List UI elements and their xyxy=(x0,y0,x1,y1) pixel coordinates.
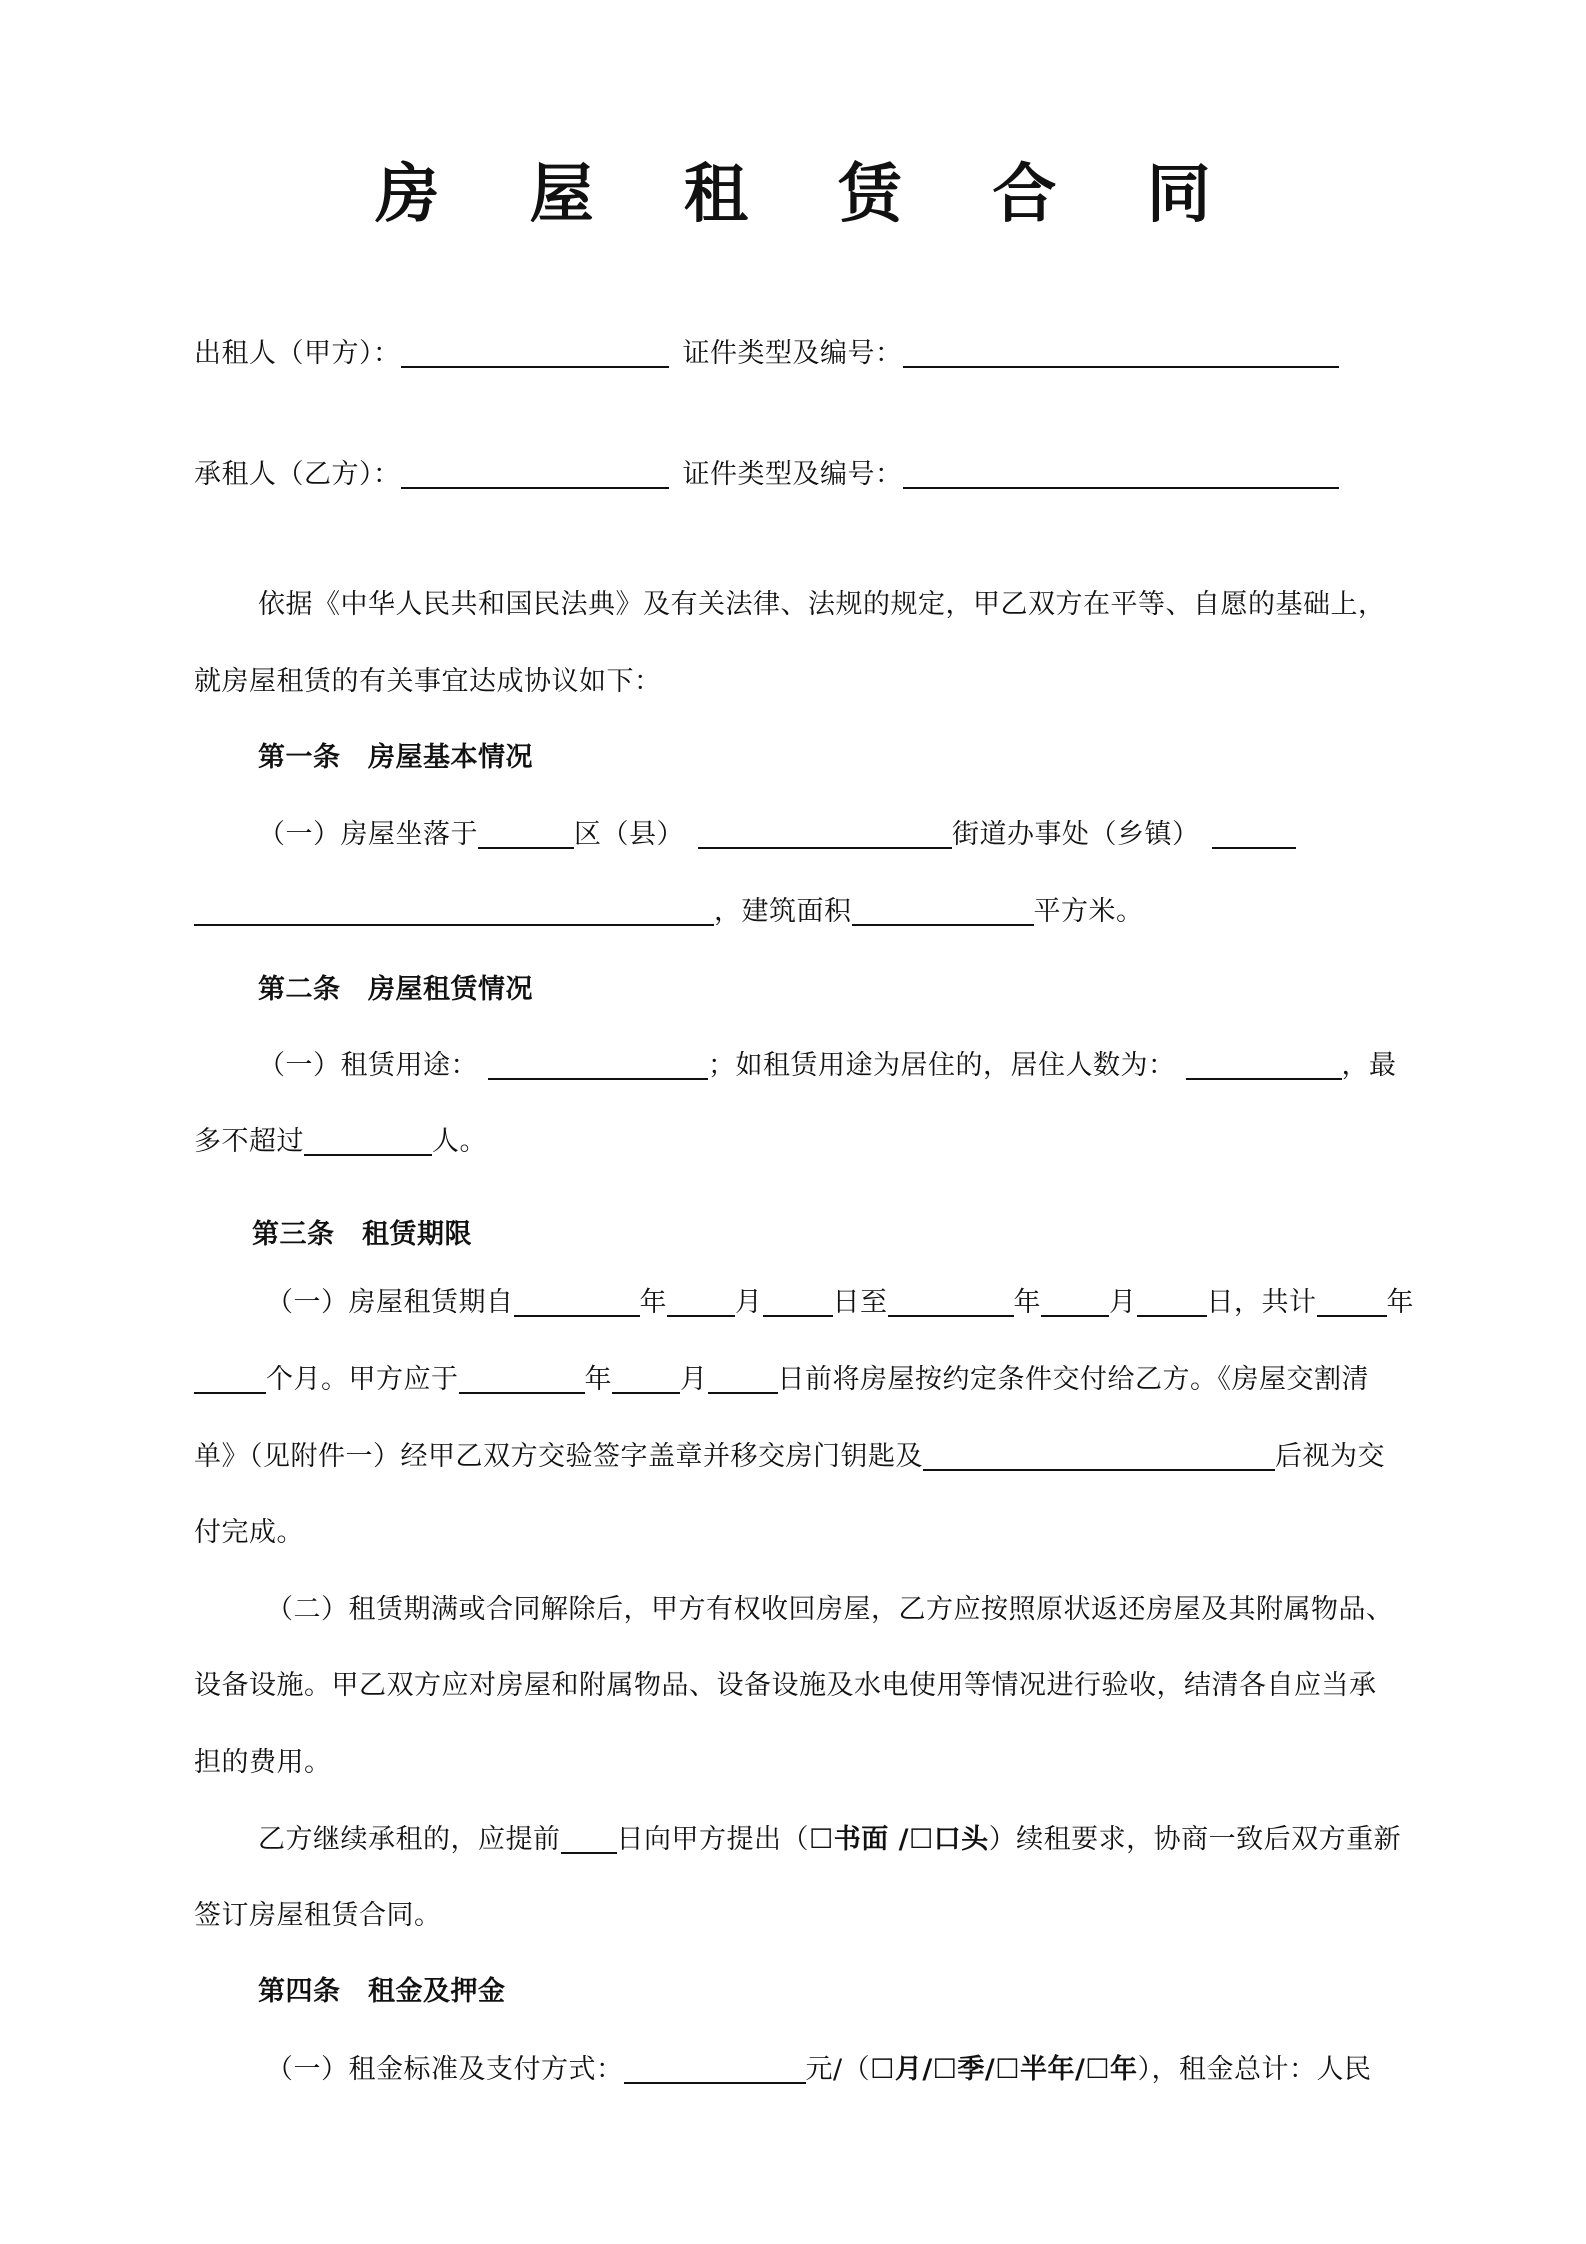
text: 月 xyxy=(735,1287,763,1318)
end-month-field[interactable] xyxy=(1041,1283,1109,1317)
article-3-line-4: 付完成。 xyxy=(194,1517,304,1548)
article-1-line-1 xyxy=(258,815,1296,855)
intro-line-2: 就房屋租赁的有关事宜达成协议如下： xyxy=(194,666,662,697)
page-title: 房 屋 租 赁 合 同 xyxy=(375,158,1245,232)
district-field[interactable] xyxy=(478,815,574,849)
article-2-heading: 第二条 房屋租赁情况 xyxy=(258,974,533,1005)
delivery-day-field[interactable] xyxy=(708,1360,778,1394)
text: 年 xyxy=(639,1287,667,1318)
town-field[interactable] xyxy=(1212,815,1296,849)
text: 乙方继续承租的，应提前 xyxy=(258,1824,561,1855)
text: 日至 xyxy=(832,1287,888,1318)
start-day-field[interactable] xyxy=(763,1283,833,1317)
area-field[interactable] xyxy=(852,892,1034,926)
written-checkbox[interactable]: ☐书面 / xyxy=(809,1824,909,1855)
occupants-field[interactable] xyxy=(1186,1046,1342,1080)
lessor-label: 出租人（甲方）： xyxy=(194,338,401,369)
text: 区（县） xyxy=(574,819,684,850)
text: 平方米。 xyxy=(1033,896,1144,927)
text: ；如租赁用途为居住的，居住人数为： xyxy=(708,1050,1176,1081)
lessor-id-label: 证件类型及编号： xyxy=(682,338,903,369)
text: （一）租金标准及支付方式： xyxy=(266,2054,624,2085)
text: 日，共计 xyxy=(1206,1287,1317,1318)
usage-field[interactable] xyxy=(488,1046,708,1080)
text: 后视为交 xyxy=(1275,1441,1385,1472)
start-month-field[interactable] xyxy=(667,1283,735,1317)
text: 日向甲方提出（ xyxy=(616,1824,809,1855)
total-years-field[interactable] xyxy=(1317,1283,1387,1317)
lessor-id-field[interactable] xyxy=(903,334,1339,368)
rent-amount-field[interactable] xyxy=(624,2050,806,2084)
article-3-heading: 第三条 租赁期限 xyxy=(252,1219,472,1250)
max-occupants-field[interactable] xyxy=(304,1122,432,1156)
text: 人。 xyxy=(432,1126,487,1157)
lessee-name-field[interactable] xyxy=(401,455,669,489)
text: 多不超过 xyxy=(194,1126,304,1157)
article-3-line-2 xyxy=(194,1360,1369,1400)
text: （一）租赁用途： xyxy=(258,1050,478,1081)
article-3-renewal-line-2: 签订房屋租赁合同。 xyxy=(194,1900,442,1931)
article-3-para-2-line-2: 设备设施。甲乙双方应对房屋和附属物品、设备设施及水电使用等情况进行验收，结清各自应当承 xyxy=(194,1670,1377,1701)
article-4-heading: 第四条 租金及押金 xyxy=(258,1976,506,2007)
text: 年 xyxy=(1013,1287,1041,1318)
start-year-field[interactable] xyxy=(514,1283,640,1317)
text: ），租金总计：人民 xyxy=(1137,2054,1372,2085)
article-3-line-3 xyxy=(194,1437,1385,1477)
text: 年 xyxy=(584,1364,612,1395)
lessee-id-field[interactable] xyxy=(903,455,1339,489)
lessee-label: 承租人（乙方）： xyxy=(194,459,401,490)
end-day-field[interactable] xyxy=(1137,1283,1207,1317)
renewal-days-field[interactable] xyxy=(561,1820,617,1854)
text: （一）房屋坐落于 xyxy=(258,819,478,850)
text: ，建筑面积 xyxy=(714,896,852,927)
text: ）续租要求，协商一致后双方重新 xyxy=(988,1824,1402,1855)
lessee-row xyxy=(194,455,1339,495)
article-4-line-1 xyxy=(266,2050,1372,2090)
text: 街道办事处（乡镇） xyxy=(952,819,1200,850)
oral-checkbox[interactable]: ☐口头 xyxy=(908,1824,989,1855)
article-1-line-2 xyxy=(194,892,1144,932)
end-year-field[interactable] xyxy=(888,1283,1014,1317)
street-field[interactable] xyxy=(698,815,952,849)
article-3-renewal-line-1 xyxy=(258,1820,1401,1860)
total-months-field[interactable] xyxy=(194,1360,266,1394)
lessor-name-field[interactable] xyxy=(401,334,669,368)
article-3-para-2-line-3: 担的费用。 xyxy=(194,1747,332,1778)
article-2-line-1 xyxy=(258,1046,1397,1086)
article-2-line-2 xyxy=(194,1122,487,1162)
payment-period-checkboxes[interactable]: ☐月/☐季/☐半年/☐年 xyxy=(870,2054,1138,2085)
text: 单》（见附件一）经甲乙双方交验签字盖章并移交房门钥匙及 xyxy=(194,1441,923,1472)
article-3-para-2-line-1: （二）租赁期满或合同解除后，甲方有权收回房屋，乙方应按照原状返还房屋及其附属物品、 xyxy=(266,1594,1394,1625)
text: 个月。甲方应于 xyxy=(266,1364,459,1395)
lessee-id-label: 证件类型及编号： xyxy=(682,459,903,490)
article-1-heading: 第一条 房屋基本情况 xyxy=(258,742,533,773)
text: 年 xyxy=(1386,1287,1414,1318)
address-field[interactable] xyxy=(194,892,714,926)
delivery-year-field[interactable] xyxy=(459,1360,585,1394)
text: 月 xyxy=(1109,1287,1137,1318)
text: ，最 xyxy=(1341,1050,1397,1081)
delivery-month-field[interactable] xyxy=(612,1360,680,1394)
text: 月 xyxy=(680,1364,708,1395)
article-3-line-1 xyxy=(266,1283,1414,1323)
text: （一）房屋租赁期自 xyxy=(266,1287,514,1318)
keys-field[interactable] xyxy=(923,1437,1275,1471)
text: 日前将房屋按约定条件交付给乙方。《房屋交割清 xyxy=(777,1364,1369,1395)
lessor-row xyxy=(194,334,1339,374)
text: 元/（ xyxy=(805,2054,871,2085)
intro-line-1: 依据《中华人民共和国民法典》及有关法律、法规的规定，甲乙双方在平等、自愿的基础上， xyxy=(258,589,1386,620)
